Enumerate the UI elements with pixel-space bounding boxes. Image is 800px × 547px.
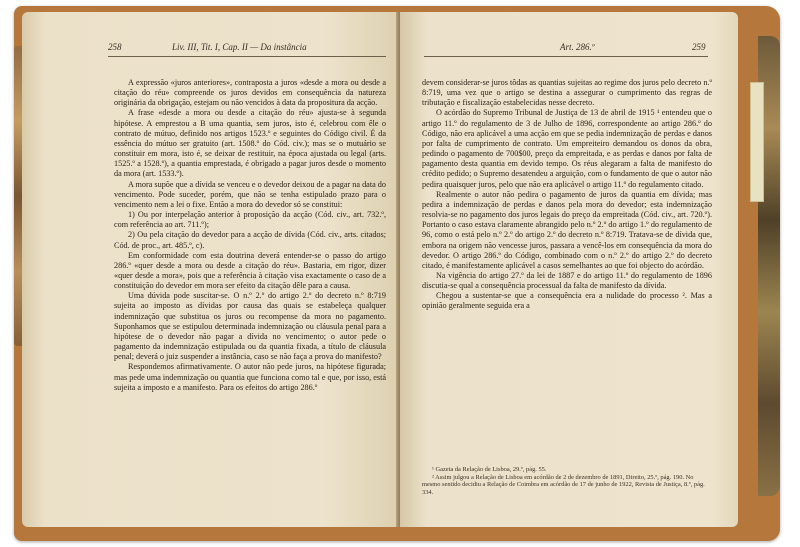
paragraph: Chegou a sustentar-se que a consequência era a nulidade do processo ². Mas a opinião geralmente seguida era a xyxy=(422,291,712,311)
left-page-number: 258 xyxy=(108,42,122,52)
footnote: ² Assim julgou a Relação de Lisboa em acórdão de 2 de dezembro de 1891, Direito, 25.º, pág. 190. No mesmo sentido decidiu a Relação de Coimbra em acórdão de 17 de junho de 1922, Revista de Justiça, 8.º, pág. 334. xyxy=(422,473,705,496)
bookmark-ribbon xyxy=(750,82,764,202)
paragraph: Na vigência do artigo 27.º da lei de 1887 e do artigo 11.º do regulamento de 1896 discutia-se qual a consequência processual da falta de manifesto da dívida. xyxy=(422,270,712,291)
footnotes xyxy=(422,466,712,496)
paragraph: Em conformidade com esta doutrina deverá entender-se o passo do artigo 286.º «quer desde a mora ou desde a citação do réu». Bastaria, em rigor, dizer «quer desde a mora», pois que a referência à citação visa exactamente o caso de a constituição do devedor em mora ser efeito da citação dêle para a causa. xyxy=(114,250,386,291)
left-page-header: Liv. III, Tit. I, Cap. II — Da instância xyxy=(172,42,307,52)
right-page-number: 259 xyxy=(692,42,706,52)
paragraph: 2) Ou pela citação do devedor para a acção de dívida (Cód. civ., arts. citados; Cód. de proc., art. 485.º, c). xyxy=(114,230,386,250)
paragraph: 1) Ou por interpelação anterior à proposição da acção (Cód. civ., art. 732.º, com referência ao art. 711.º); xyxy=(114,210,386,230)
paragraph: Realmente o autor não pedira o pagamento de juros da quantia em dívida; mas pedira a indemnização de perdas e danos pela mora do devedor; esta indemnização resolvia-se no pagamento dos juros legais do preço da empreitada (Cód. civ., art. 720.º). Portanto o caso estava claramente abrangido pelo n.º 2.º do artigo 1.º do regulamento de 96, como o está pelo n.º 2.º do artigo 2.º do decreto n.º 8:719. Tratava-se de dívida que, embora na origem não vencesse juros, passara a vencê-los em consequência da mora do devedor. O artigo 286.º do Código, combinado com o n.º 2.º do artigo 2.º do decreto citado, é manifestamente aplicável a casos semelhantes ao que foi objecto do acórdão. xyxy=(422,189,712,270)
paragraph: A expressão «juros anteriores», contraposta a juros «desde a mora ou desde a citação do réu» compreende os juros devidos em consequência da natureza originária da obrigação, estejam ou não vencidos à data da propositura da acção. xyxy=(114,78,386,108)
right-page xyxy=(400,12,738,527)
footnote: ¹ Gazeta da Relação de Lisboa, 29.º, pág. 55. xyxy=(432,466,547,473)
right-page-header: Art. 286.º xyxy=(560,42,595,52)
paragraph: O acórdão do Supremo Tribunal de Justiça de 13 de abril de 1915 ¹ entendeu que o artigo 11.º do regulamento de 3 de Julho de 1896, correspondente ao artigo 286.º do Código, não era aplicável a uma acção em que se pedia indemnização de perdas e danos por falta de cumprimento de contrato. Um empreiteiro demandou os donos da obra, pedindo o pagamento de 700$00, preço da empreitada, e as perdas e danos por falta de pagamento desta quantia em devido tempo. Os réus alegaram a falta de manifesto do crédito pedido; o Supremo desatendeu a arguição, com o fundamento de que o autor não pedira quaisquer juros, pelo que não era aplicável o artigo 11.º do regulamento citado. xyxy=(422,108,712,189)
paragraph: A frase «desde a mora ou desde a citação do réu» ajusta-se à segunda hipótese. A emprestou a B uma quantia, sem juros, isto é, celebrou com êle o contrato de mútuo, definido nos artigos 1523.º e seguintes do Código civil. É da essência do mútuo ser gratuito (art. 1508.º do Cód. civ.); mas se o mutuário se constituir em mora, isto é, se deixar de restituir, na época ajustada ou legal (arts. 1525.º a 1528.º), a quantia emprestada, é obrigado a pagar juros desde o momento da mora (art. 1533.º). xyxy=(114,108,386,179)
left-header-rule xyxy=(108,56,386,57)
right-body xyxy=(422,78,712,312)
left-page xyxy=(22,12,400,527)
paragraph: Respondemos afirmativamente. O autor não pede juros, na hipótese figurada; mas pede uma indemnização ou quantia que funciona como tal e que, por isso, está sujeita a imposto e a manifesto. Para os efeitos do artigo 286.º xyxy=(114,362,386,392)
paragraph: devem considerar-se juros tôdas as quantias sujeitas ao regime dos juros pelo decreto n.º 8:719, uma vez que o artigo se destina a assegurar o cumprimento das regras de tributação e fiscalização estabelecidas nesse decreto. xyxy=(422,78,712,108)
paragraph: Uma dúvida pode suscitar-se. O n.º 2.º do artigo 2.º do decreto n.º 8:719 sujeita ao imposto as dívidas por causa das quais se estabeleça qualquer indemnização que substitua os juros ou recompense da mora no pagamento. Suponhamos que se estipulou determinada indemnização ou cláusula penal para a hipótese de o devedor não pagar a dívida no vencimento; o autor pede o pagamento da indemnização estipulada ou da quantia fixada, a título de cláusula penal; deverá o juiz suspender a instância, caso se não faça a prova do manifesto? xyxy=(114,291,386,362)
right-header-rule xyxy=(424,56,708,57)
paragraph: A mora supõe que a dívida se venceu e o devedor deixou de a pagar na data do vencimento. Pode suceder, porém, que não se tenha estipulado prazo para o vencimento nem a lei o fixe. Então a mora do devedor só se constitui: xyxy=(114,179,386,209)
left-body xyxy=(114,78,386,393)
